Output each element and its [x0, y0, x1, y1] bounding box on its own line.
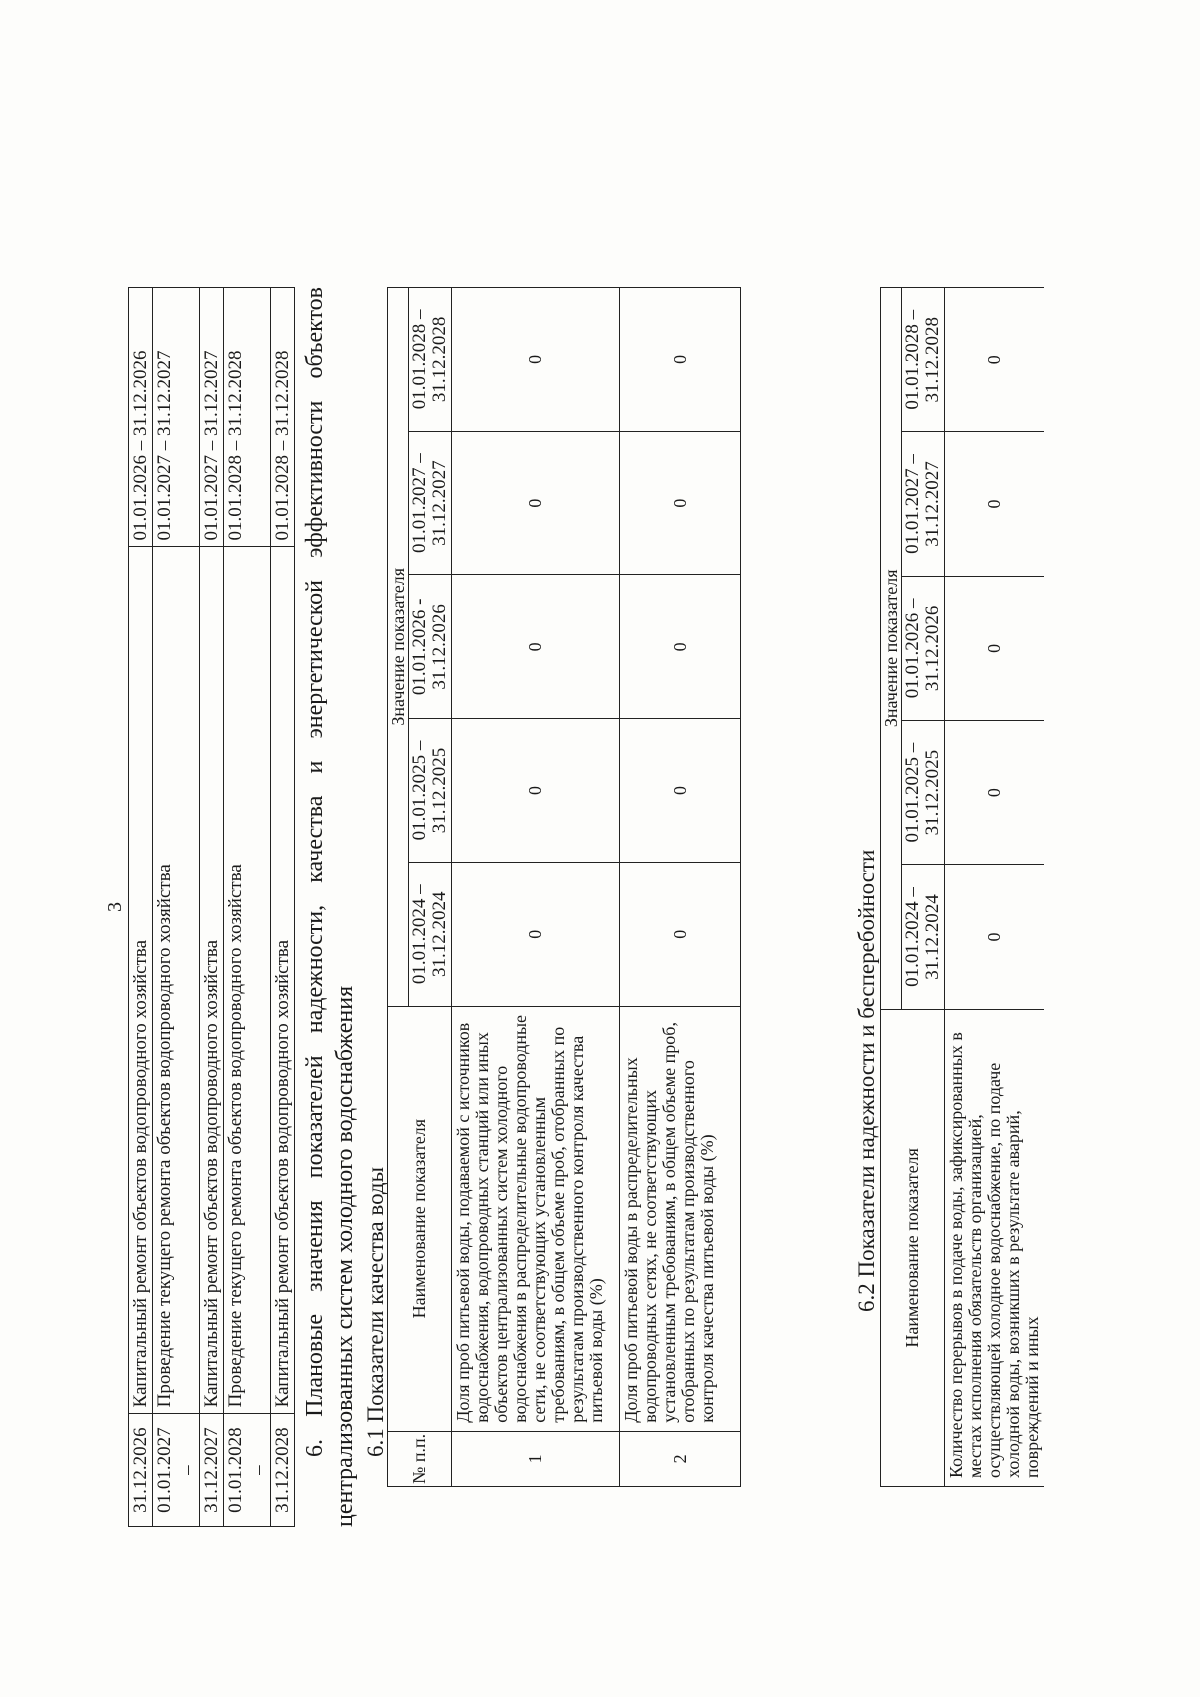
reliability-body — [945, 288, 1045, 1487]
schedule-work: Капитальный ремонт объектов водопроводного хозяйства — [129, 547, 153, 1414]
period-header: 01.01.2024 – 31.12.2024 — [409, 862, 452, 1006]
table-row — [620, 288, 741, 1487]
period-header: 01.01.2027 – 31.12.2027 — [409, 431, 452, 575]
header-indicator-name: Наименование показателя — [388, 1006, 452, 1431]
indicator-value: 0 — [452, 288, 620, 432]
indicator-value: 0 — [620, 862, 741, 1006]
schedule-dates: 01.01.2028 – 31.12.2028 — [271, 288, 295, 547]
schedule-dates: 01.01.2027 – 31.12.2027 — [153, 288, 200, 547]
indicator-value: 0 — [945, 576, 1045, 720]
period-header: 01.01.2027 – 31.12.2027 — [902, 432, 945, 576]
schedule-dates: 01.01.2026 – 31.12.2026 — [129, 288, 153, 547]
indicator-value: 0 — [945, 288, 1045, 432]
period-header: 01.01.2025 – 31.12.2025 — [409, 719, 452, 863]
schedule-period: 01.01.2027 – — [153, 1414, 200, 1527]
reliability-table — [880, 287, 1044, 1487]
period-header: 01.01.2028 – 31.12.2028 — [902, 288, 945, 432]
period-header: 01.01.2025 – 31.12.2025 — [902, 721, 945, 865]
indicator-value: 0 — [620, 431, 741, 575]
schedule-row — [224, 288, 271, 1527]
period-header: 01.01.2028 – 31.12.2028 — [409, 288, 452, 432]
period-header: 01.01.2024 – 31.12.2024 — [902, 865, 945, 1009]
schedule-dates: 01.01.2027 – 31.12.2027 — [200, 288, 224, 547]
section-6-heading-line1: 6. Плановые значения показателей надежности, качества и энергетической эффективности объектов — [302, 287, 328, 1457]
header-indicator-value: Значение показателя — [881, 288, 902, 1010]
section-6-1-title: 6.1 Показатели качества воды — [363, 1166, 388, 1457]
header-number: № п.п. — [388, 1431, 452, 1486]
row-number: 2 — [620, 1431, 741, 1486]
schedule-work: Проведение текущего ремонта объектов водопроводного хозяйства — [224, 547, 271, 1414]
page-number: 3 — [104, 902, 126, 912]
header-indicator-name: Наименование показателя — [881, 1009, 945, 1486]
schedule-row — [271, 288, 295, 1527]
schedule-table — [128, 287, 295, 1527]
indicator-name: Количество перерывов в подаче воды, зафиксированных в местах исполнения обязательств организацией, осуществляющей холодное водоснабжение, по подаче холодной воды, возникших в результате аварий, повреждений и иных — [945, 1009, 1045, 1486]
page-content — [0, 287, 1200, 1527]
table-row — [945, 288, 1045, 1487]
schedule-dates: 01.01.2028 – 31.12.2028 — [224, 288, 271, 547]
indicator-value: 0 — [945, 432, 1045, 576]
row-number: 1 — [452, 1431, 620, 1486]
indicator-name: Доля проб питьевой воды в распределительных водопроводных сетях, не соответствующих установленным требованиям, в общем объеме проб, отобранных по результатам производственного контроля качества питьевой воды (%) — [620, 1006, 741, 1431]
schedule-row — [129, 288, 153, 1527]
indicator-value: 0 — [620, 719, 741, 863]
quality-table — [387, 287, 741, 1487]
indicator-value: 0 — [945, 865, 1045, 1009]
schedule-work: Проведение текущего ремонта объектов водопроводного хозяйства — [153, 547, 200, 1414]
header-indicator-value: Значение показателя — [388, 288, 409, 1007]
section-6-heading — [300, 287, 360, 1527]
indicator-value: 0 — [452, 431, 620, 575]
schedule-work: Капитальный ремонт объектов водопроводного хозяйства — [200, 547, 224, 1414]
schedule-body — [129, 288, 295, 1527]
schedule-period: 01.01.2028 – — [224, 1414, 271, 1527]
indicator-value: 0 — [620, 288, 741, 432]
indicator-value: 0 — [452, 575, 620, 719]
indicator-value: 0 — [452, 719, 620, 863]
section-6-heading-line2: централизованных систем холодного водоснабжения — [332, 985, 358, 1527]
indicator-value: 0 — [452, 862, 620, 1006]
schedule-period: 31.12.2028 — [271, 1414, 295, 1527]
quality-body — [452, 288, 741, 1487]
schedule-work: Капитальный ремонт объектов водопроводного хозяйства — [271, 547, 295, 1414]
schedule-row — [153, 288, 200, 1527]
indicator-value: 0 — [945, 721, 1045, 865]
schedule-row — [200, 288, 224, 1527]
schedule-period: 31.12.2026 — [129, 1414, 153, 1527]
indicator-value: 0 — [620, 575, 741, 719]
period-header: 01.01.2026 - 31.12.2026 — [409, 575, 452, 719]
section-6-2-title: 6.2 Показатели надежности и бесперебойности — [854, 849, 879, 1312]
indicator-name: Доля проб питьевой воды, подаваемой с источников водоснабжения, водопроводных станций или иных объектов централизованных систем холодного водоснабжения в распределительные водопроводные сети, не соответствующих установленным требованиям, в общем объеме проб, отобранных по результатам производственного контроля качества питьевой воды (%) — [452, 1006, 620, 1431]
schedule-period: 31.12.2027 — [200, 1414, 224, 1527]
period-header: 01.01.2026 – 31.12.2026 — [902, 576, 945, 720]
table-row — [452, 288, 620, 1487]
